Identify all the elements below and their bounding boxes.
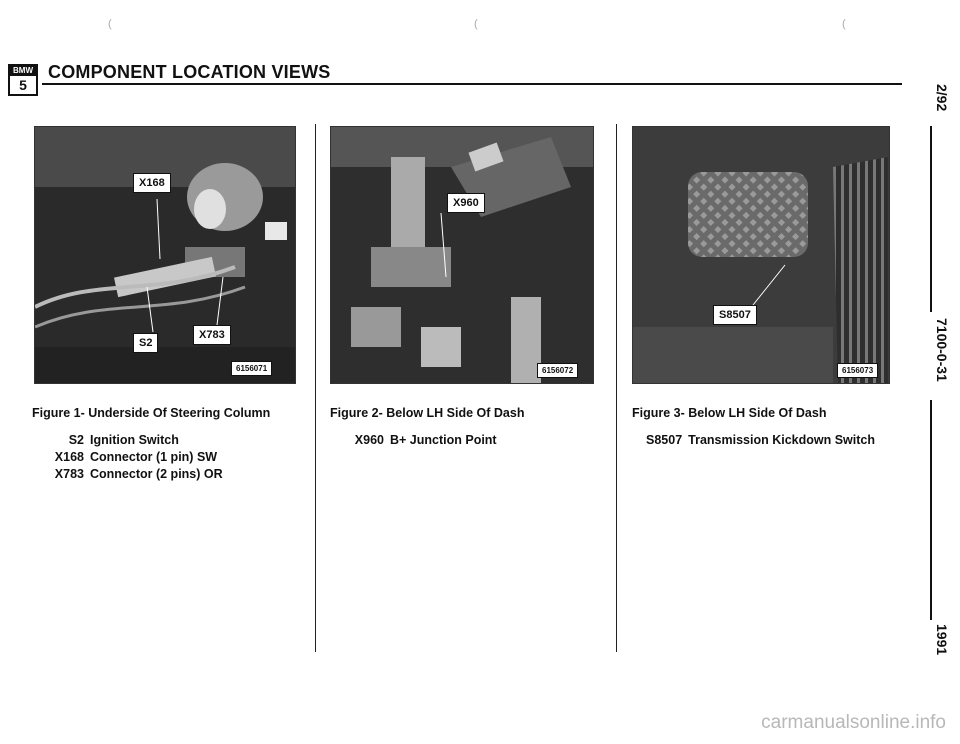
callout-label: X783 [193,325,231,345]
figure-1-photo [34,126,296,384]
page-title: COMPONENT LOCATION VIEWS [48,62,331,82]
column-divider [315,124,316,652]
callout-label: S8507 [713,305,757,325]
side-page-ref: 7100-0-31 [934,318,950,382]
image-number: 6156071 [231,361,272,376]
figure-3-photo-drawing [633,127,890,384]
legend-text: Transmission Kickdown Switch [688,433,876,447]
column-divider [616,124,617,652]
legend-code: S2 [68,433,84,447]
legend-row [52,449,223,466]
scan-mark: ( [108,18,112,30]
legend-text: Connector (1 pin) SW [90,450,218,464]
legend-row [646,432,875,449]
legend-code: X960 [354,433,384,447]
figure-2-photo [330,126,594,384]
figure-3-photo [632,126,890,384]
legend-row [52,432,223,449]
logo-brand: BMW [10,66,36,76]
image-number: 6156073 [837,363,878,378]
legend-code: X168 [54,450,84,464]
side-year: 1991 [934,624,950,656]
side-rule [930,126,932,312]
callout-label: X960 [447,193,485,213]
figure-2-caption: Figure 2- Below LH Side Of Dash [330,406,525,420]
figure-1-photo-drawing [35,127,296,384]
figure-3-caption: Figure 3- Below LH Side Of Dash [632,406,827,420]
logo-series: 5 [19,77,27,93]
legend-code: X783 [54,467,84,481]
legend-row [52,466,223,483]
figure-1-caption: Figure 1- Underside Of Steering Column [32,406,271,420]
watermark: carmanualsonline.info [761,712,946,733]
figure-2-legend [352,432,497,449]
figure-2-photo-drawing [331,127,594,384]
legend-row [352,432,497,449]
legend-text: B+ Junction Point [390,433,497,447]
callout-label: S2 [133,333,158,353]
scan-mark: ( [474,18,478,30]
figure-3-legend [646,432,875,449]
bmw-logo [8,64,38,96]
figure-1-legend [52,432,223,483]
side-date: 2/92 [934,84,950,112]
scan-mark: ( [842,18,846,30]
legend-text: Connector (2 pins) OR [90,467,223,481]
callout-label: X168 [133,173,171,193]
image-number: 6156072 [537,363,578,378]
legend-code: S8507 [646,433,683,447]
header-rule [42,83,902,85]
side-rule [930,400,932,620]
legend-text: Ignition Switch [90,433,179,447]
